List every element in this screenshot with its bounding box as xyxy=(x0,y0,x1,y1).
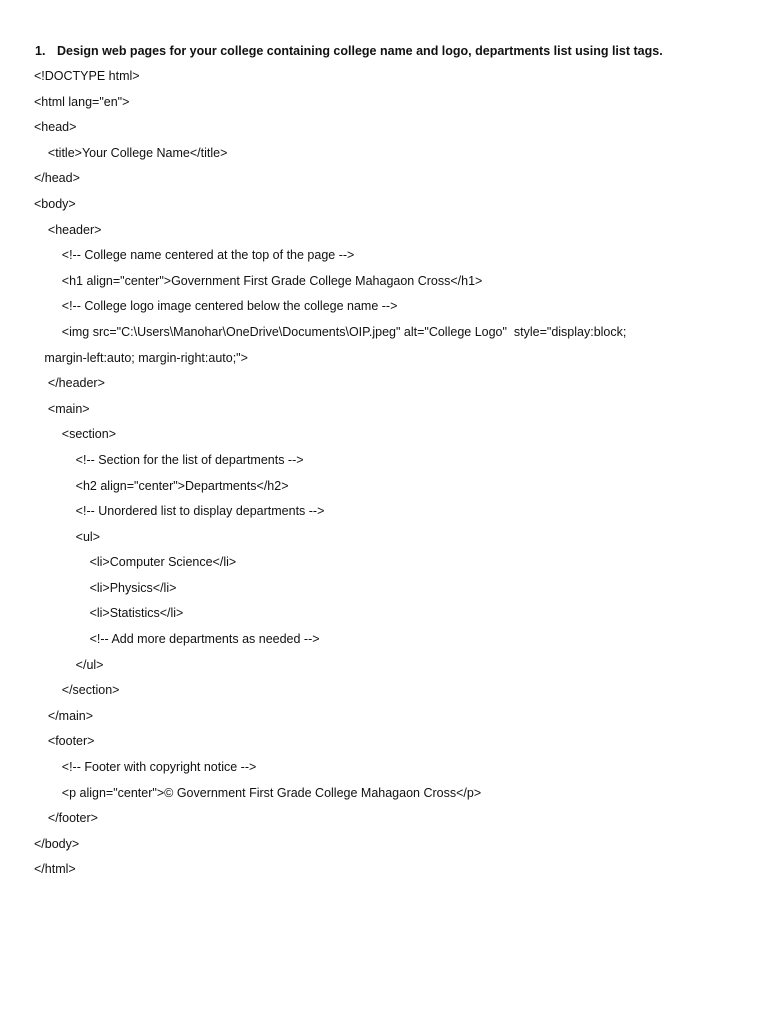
code-line: <h2 align="center">Departments</h2> xyxy=(34,478,289,493)
code-line: <!-- College logo image centered below the college name --> xyxy=(34,299,398,314)
question-heading xyxy=(35,44,663,58)
question-number: 1. xyxy=(35,44,46,58)
question-text: Design web pages for your college containing college name and logo, departments list using list tags. xyxy=(57,44,663,58)
code-line: <h1 align="center">Government First Grade College Mahagaon Cross</h1> xyxy=(34,273,483,288)
code-line: <li>Physics</li> xyxy=(34,580,177,595)
code-line: <img src="C:\Users\Manohar\OneDrive\Documents\OIP.jpeg" alt="College Logo" style="display:block; xyxy=(34,324,627,339)
code-line: </main> xyxy=(34,708,94,723)
code-line: </html> xyxy=(34,862,76,877)
code-line: </footer> xyxy=(34,811,98,826)
code-line: margin-left:auto; margin-right:auto;"> xyxy=(34,350,248,365)
code-listing xyxy=(34,68,626,887)
code-line: <section> xyxy=(34,427,116,442)
code-line: </header> xyxy=(34,376,105,391)
code-line: <header> xyxy=(34,222,102,237)
code-line: <html lang="en"> xyxy=(34,94,130,109)
code-line: <!-- Footer with copyright notice --> xyxy=(34,760,257,775)
code-line: </ul> xyxy=(34,657,104,672)
code-line: <head> xyxy=(34,120,77,135)
code-line: </head> xyxy=(34,171,80,186)
code-line: <li>Computer Science</li> xyxy=(34,555,237,570)
code-line: <!-- Section for the list of departments --> xyxy=(34,452,304,467)
code-line: <title>Your College Name</title> xyxy=(34,145,228,160)
code-line: <footer> xyxy=(34,734,95,749)
code-line: <body> xyxy=(34,196,76,211)
code-line: <!DOCTYPE html> xyxy=(34,69,140,83)
code-line: <!-- Add more departments as needed --> xyxy=(34,632,320,647)
code-line: </body> xyxy=(34,836,80,851)
code-line: <li>Statistics</li> xyxy=(34,606,184,621)
code-line: <!-- College name centered at the top of the page --> xyxy=(34,248,355,263)
code-line: <p align="center">© Government First Grade College Mahagaon Cross</p> xyxy=(34,785,482,800)
code-line: <main> xyxy=(34,401,90,416)
code-line: <!-- Unordered list to display departments --> xyxy=(34,504,325,519)
code-line: <ul> xyxy=(34,529,101,544)
code-line: </section> xyxy=(34,683,120,698)
